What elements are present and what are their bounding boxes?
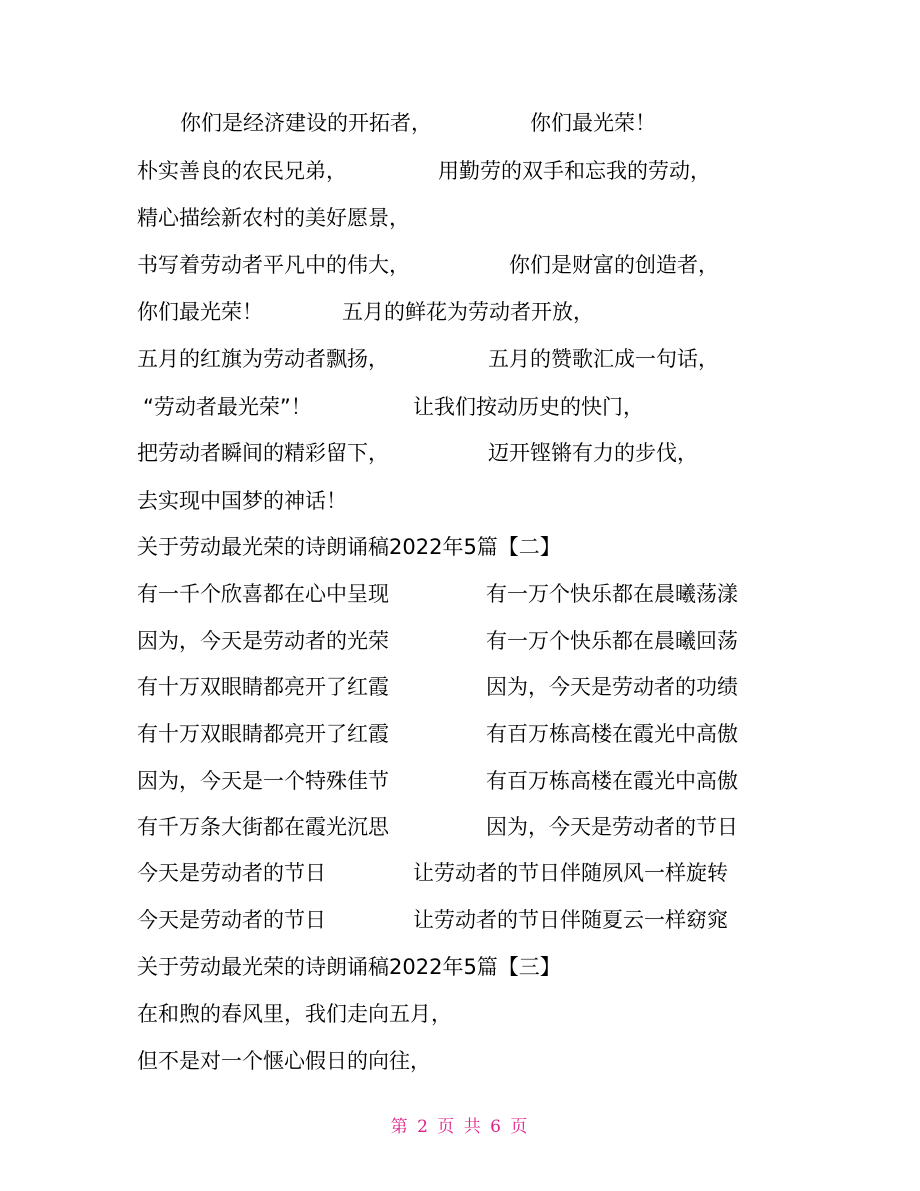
text-line (0, 578, 920, 610)
text-segment: 有百万栋高楼在霞光中高傲 (486, 722, 738, 746)
page-footer: 第 2 页 共 6 页 (390, 1117, 530, 1137)
text-line (0, 343, 920, 375)
text-line (0, 485, 920, 517)
text-segment: 有一万个快乐都在晨曦荡漾 (486, 582, 738, 606)
text-segment: 五月的红旗为劳动者飘扬， (137, 347, 389, 371)
text-line (0, 671, 920, 703)
text-segment: 因为，今天是劳动者的光荣 (137, 629, 389, 653)
text-segment: 去实现中国梦的神话！ (137, 489, 347, 513)
text-line (0, 437, 920, 469)
section-heading (0, 951, 920, 983)
text-segment: 今天是劳动者的节日 (137, 861, 326, 885)
text-line (0, 107, 920, 139)
text-segment: “劳动者最光荣”！ (143, 395, 312, 419)
text-segment: 你们是财富的创造者， (509, 253, 719, 277)
text-segment: 有十万双眼睛都亮开了红霞 (137, 722, 389, 746)
text-line (0, 765, 920, 797)
text-segment: 你们是经济建设的开拓者， (180, 111, 432, 135)
text-line (0, 391, 920, 423)
text-line (0, 202, 920, 234)
text-segment: 你们最光荣！ (137, 300, 263, 324)
text-segment: 有千万条大街都在霞光沉思 (137, 815, 389, 839)
text-line (0, 625, 920, 657)
text-segment: 书写着劳动者平凡中的伟大， (137, 253, 410, 277)
text-segment: 五月的鲜花为劳动者开放， (342, 300, 594, 324)
text-segment: 有一千个欣喜都在心中呈现 (137, 582, 389, 606)
text-segment: 让我们按动历史的快门， (413, 395, 644, 419)
text-line (0, 998, 920, 1030)
text-segment: 你们最光荣！ (530, 111, 656, 135)
heading-text: 关于劳动最光荣的诗朗诵稿2022年5篇【二】 (137, 535, 561, 559)
text-line (0, 904, 920, 936)
text-line (0, 857, 920, 889)
text-segment: 在和煦的春风里，我们走向五月， (137, 1002, 452, 1026)
text-segment: 让劳动者的节日伴随夙风一样旋转 (413, 861, 728, 885)
text-line (0, 811, 920, 843)
text-segment: 有百万栋高楼在霞光中高傲 (486, 769, 738, 793)
text-line (0, 249, 920, 281)
section-heading (0, 531, 920, 563)
text-segment: 有十万双眼睛都亮开了红霞 (137, 675, 389, 699)
text-segment: 精心描绘新农村的美好愿景， (137, 206, 410, 230)
text-segment: 有一万个快乐都在晨曦回荡 (486, 629, 738, 653)
text-line (0, 718, 920, 750)
text-line (0, 296, 920, 328)
text-segment: 用勤劳的双手和忘我的劳动， (438, 159, 711, 183)
text-segment: 但不是对一个惬心假日的向往， (137, 1049, 431, 1073)
text-segment: 因为，今天是劳动者的节日 (486, 815, 738, 839)
text-segment: 朴实善良的农民兄弟， (137, 159, 347, 183)
text-segment: 因为，今天是劳动者的功绩 (486, 675, 738, 699)
text-segment: 五月的赞歌汇成一句话， (488, 347, 719, 371)
text-segment: 让劳动者的节日伴随夏云一样窈窕 (413, 908, 728, 932)
text-segment: 因为，今天是一个特殊佳节 (137, 769, 389, 793)
text-segment: 把劳动者瞬间的精彩留下， (137, 441, 389, 465)
text-line (0, 1045, 920, 1077)
text-line (0, 155, 920, 187)
heading-text: 关于劳动最光荣的诗朗诵稿2022年5篇【三】 (137, 955, 561, 979)
text-segment: 今天是劳动者的节日 (137, 908, 326, 932)
text-segment: 迈开铿锵有力的步伐， (488, 441, 698, 465)
